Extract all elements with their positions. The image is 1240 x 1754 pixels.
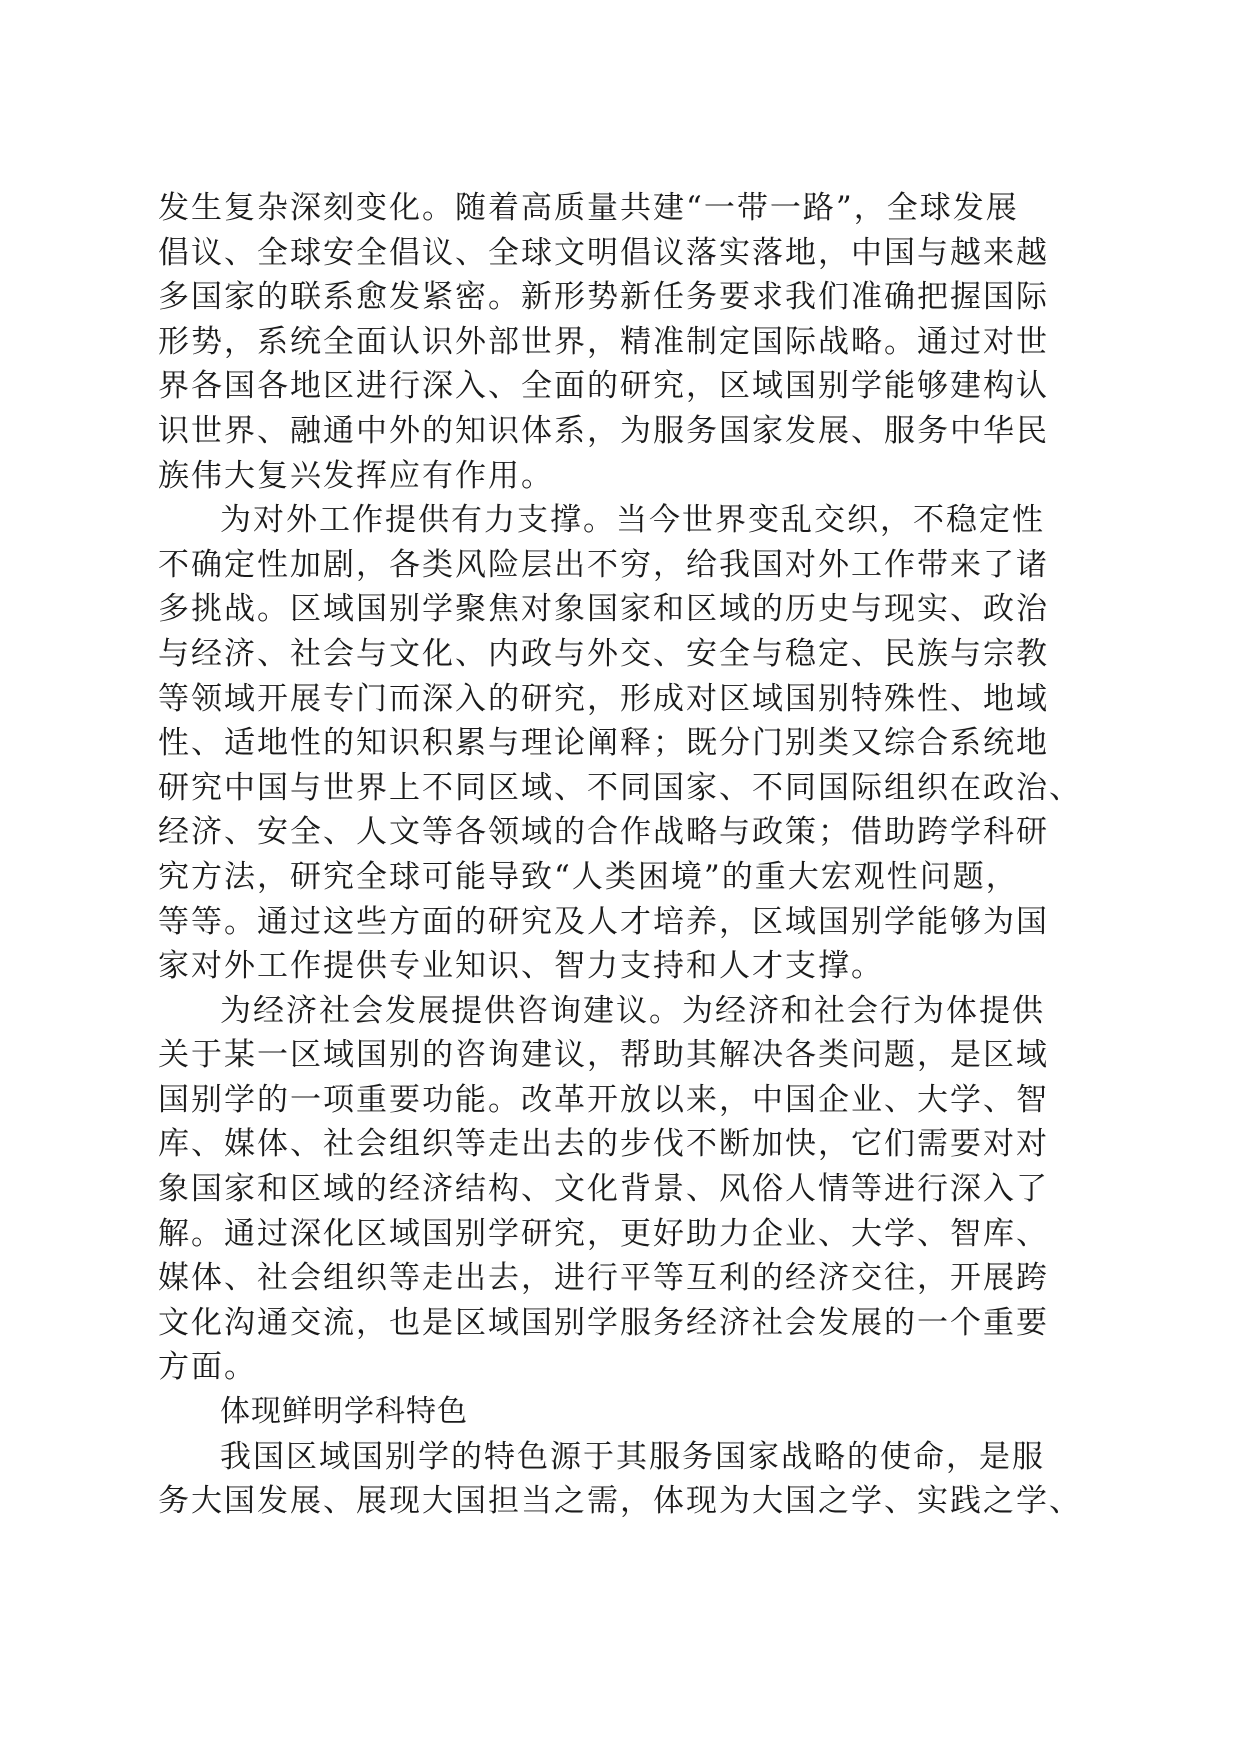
text-line: 多挑战。区域国别学聚焦对象国家和区域的历史与现实、政治 — [158, 591, 1049, 628]
text-line: 库、媒体、社会组织等走出去的步伐不断加快，它们需要对对 — [158, 1126, 1049, 1163]
paragraph-global-context — [158, 186, 1090, 498]
text-line: 媒体、社会组织等走出去，进行平等互利的经济交往，开展跨 — [158, 1260, 1049, 1297]
text-line: 识世界、融通中外的知识体系，为服务国家发展、服务中华民 — [158, 412, 1049, 449]
text-line: 象国家和区域的经济结构、文化背景、风俗人情等进行深入了 — [158, 1171, 1049, 1208]
text-line: 界各国各地区进行深入、全面的研究，区域国别学能够建构认 — [158, 368, 1049, 405]
text-line: 国别学的一项重要功能。改革开放以来，中国企业、大学、智 — [158, 1081, 1049, 1118]
text-line: 发生复杂深刻变化。随着高质量共建“一带一路”，全球发展 — [158, 190, 1019, 226]
section-heading: 体现鲜明学科特色 — [220, 1394, 468, 1430]
text-line: 多国家的联系愈发紧密。新形势新任务要求我们准确把握国际 — [158, 279, 1049, 316]
text-line: 务大国发展、展现大国担当之需，体现为大国之学、实践之学、 — [158, 1483, 1082, 1520]
text-line: 经济、安全、人文等各领域的合作战略与政策；借助跨学科研 — [158, 814, 1049, 851]
paragraph-economic-consulting — [158, 989, 1090, 1390]
text-line: 族伟大复兴发挥应有作用。 — [158, 457, 554, 494]
text-line: 倡议、全球安全倡议、全球文明倡议落实落地，中国与越来越 — [158, 234, 1049, 271]
text-line: 与经济、社会与文化、内政与外交、安全与稳定、民族与宗教 — [158, 635, 1049, 672]
text-line: 为经济社会发展提供咨询建议。为经济和社会行为体提供 — [220, 992, 1045, 1029]
text-line: 等等。通过这些方面的研究及人才培养，区域国别学能够为国 — [158, 903, 1049, 940]
text-line: 我国区域国别学的特色源于其服务国家战略的使命，是服 — [220, 1438, 1045, 1475]
text-line: 形势，系统全面认识外部世界，精准制定国际战略。通过对世 — [158, 323, 1049, 360]
text-line: 解。通过深化区域国别学研究，更好助力企业、大学、智库、 — [158, 1215, 1049, 1252]
text-line: 文化沟通交流，也是区域国别学服务经济社会发展的一个重要 — [158, 1304, 1049, 1341]
text-line: 不确定性加剧，各类风险层出不穷，给我国对外工作带来了诸 — [158, 546, 1049, 583]
text-line: 等领域开展专门而深入的研究，形成对区域国别特殊性、地域 — [158, 680, 1049, 717]
text-line: 为对外工作提供有力支撑。当今世界变乱交织，不稳定性 — [220, 502, 1045, 539]
paragraph-discipline-features — [158, 1435, 1090, 1524]
paragraph-foreign-work-support — [158, 498, 1090, 989]
text-line: 关于某一区域国别的咨询建议，帮助其解决各类问题，是区域 — [158, 1037, 1049, 1074]
text-line: 研究中国与世界上不同区域、不同国家、不同国际组织在政治、 — [158, 769, 1082, 806]
text-line: 方面。 — [158, 1349, 257, 1386]
text-line: 家对外工作提供专业知识、智力支持和人才支撑。 — [158, 948, 884, 985]
document-page — [158, 186, 1090, 1524]
text-line: 究方法，研究全球可能导致“人类困境”的重大宏观性问题， — [158, 858, 1019, 895]
text-line: 性、适地性的知识积累与理论阐释；既分门别类又综合系统地 — [158, 725, 1049, 762]
